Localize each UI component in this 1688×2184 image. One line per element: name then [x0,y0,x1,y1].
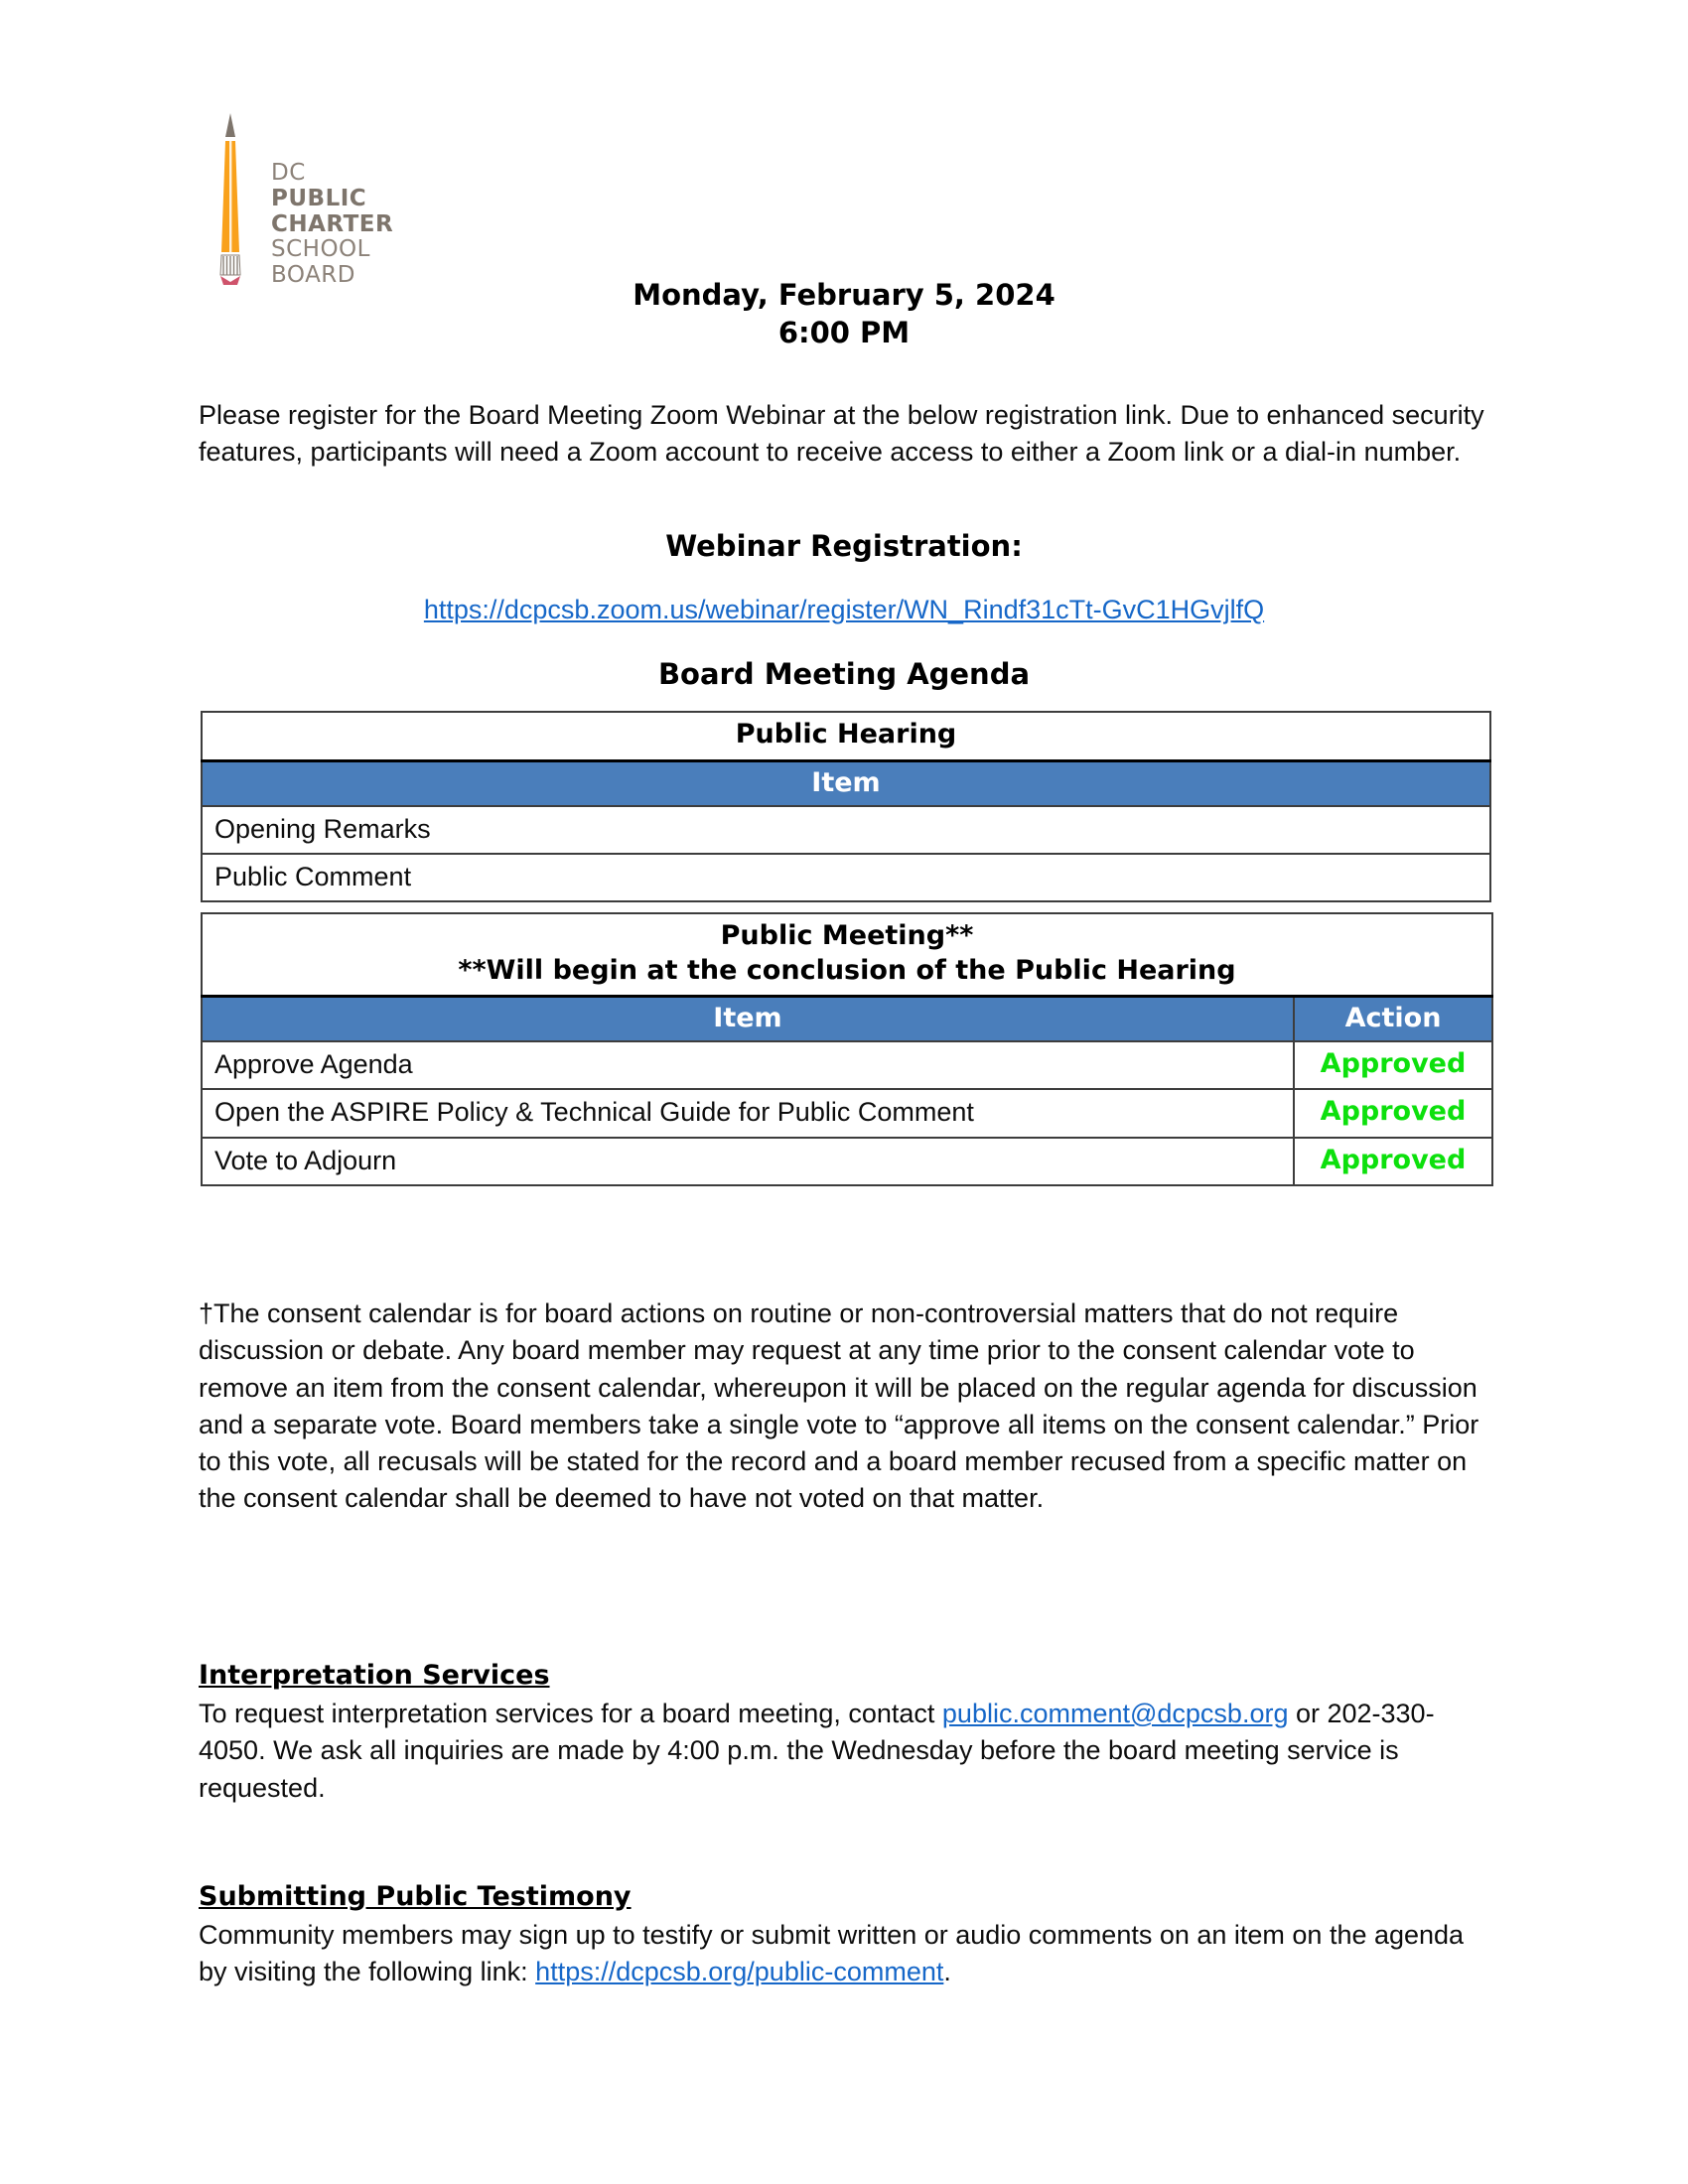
public-hearing-item-0: Opening Remarks [202,806,1490,854]
webinar-registration-link[interactable]: https://dcpcsb.zoom.us/webinar/register/WN_Rindf31cTt-GvC1HGvjlfQ [423,595,1265,624]
table-header-row [202,760,1490,806]
public-comment-email-link[interactable]: public.comment@dcpcsb.org [941,1699,1289,1728]
public-meeting-title-line1: Public Meeting** [720,920,974,951]
public-meeting-column-item: Item [202,997,1294,1042]
interpretation-services-heading: Interpretation Services [199,1660,550,1691]
logo-line-school: SCHOOL [271,236,370,263]
public-meeting-column-action: Action [1294,997,1492,1042]
interpretation-text-after-email: or 202-330-4050. We ask all inquiries are made by 4:00 p.m. the Wednesday before the board meeting service is requested. [199,1699,1435,1803]
meeting-time: 6:00 PM [777,316,911,350]
pencil-icon [204,111,263,285]
dcpcsb-logo [204,111,432,288]
table-row [202,1138,1492,1185]
public-hearing-column-item: Item [202,760,1490,806]
public-comment-page-link[interactable]: https://dcpcsb.org/public-comment [535,1957,944,1987]
interpretation-text-before-email: To request interpretation services for a board meeting, contact [199,1699,942,1728]
meeting-date-heading [0,276,1688,352]
public-meeting-action-2: Approved [1294,1138,1492,1185]
logo-line-charter: CHARTER [271,210,394,237]
public-meeting-action-0: Approved [1294,1041,1492,1089]
submitting-public-testimony-heading: Submitting Public Testimony [199,1881,632,1912]
logo-line-dc: DC [271,160,306,186]
logo-line-board: BOARD [271,262,355,288]
table-row [202,1089,1492,1137]
public-meeting-title-line2: **Will begin at the conclusion of the Public Hearing [458,954,1236,986]
intro-paragraph: Please register for the Board Meeting Zoom Webinar at the below registration link. Due to enhanced security features, participants will need a Zoom account to receive access to either a Zoom link or a dial-in number. [199,400,1484,468]
table-row [202,1041,1492,1089]
public-hearing-title: Public Hearing [202,712,1490,760]
table-row [202,806,1490,854]
webinar-registration-heading: Webinar Registration: [665,529,1023,563]
logo-line-public: PUBLIC [271,185,367,211]
board-meeting-agenda-heading: Board Meeting Agenda [657,657,1031,691]
webinar-registration-link-wrap [0,595,1688,625]
public-meeting-action-1: Approved [1294,1089,1492,1137]
testimony-text-before-link: Community members may sign up to testify or submit written or audio comments on an item on the agenda by visiting the following link: [199,1920,1465,1987]
table-title-row [202,712,1490,760]
consent-calendar-note: †The consent calendar is for board actions on routine or non-controversial matters that do not require discussion or debate. Any board member may request at any time prior to the consent calendar vote to remove an item from the consent calendar, whereupon it will be placed on the regular agenda for discussion and a separate vote. Board members take a single vote to “approve all items on the consent calendar.” Prior to this vote, all recusals will be stated for the record and a board member recused from a specific matter on the consent calendar shall be deemed to have not voted on that matter. [199,1298,1479,1514]
interpretation-services-body [199,1696,1489,1807]
public-meeting-item-1: Open the ASPIRE Policy & Technical Guide for Public Comment [202,1089,1294,1137]
public-meeting-table [201,912,1493,1186]
meeting-date: Monday, February 5, 2024 [633,278,1055,312]
submitting-public-testimony-body [199,1917,1489,1991]
table-header-row [202,997,1492,1042]
public-meeting-item-2: Vote to Adjourn [202,1138,1294,1185]
public-meeting-item-0: Approve Agenda [202,1041,1294,1089]
testimony-text-after-link: . [943,1957,951,1987]
public-hearing-table [201,711,1491,902]
public-hearing-item-1: Public Comment [202,854,1490,901]
public-meeting-title-cell [202,913,1492,997]
table-row [202,854,1490,901]
table-title-row [202,913,1492,997]
logo-wordmark [271,161,393,289]
